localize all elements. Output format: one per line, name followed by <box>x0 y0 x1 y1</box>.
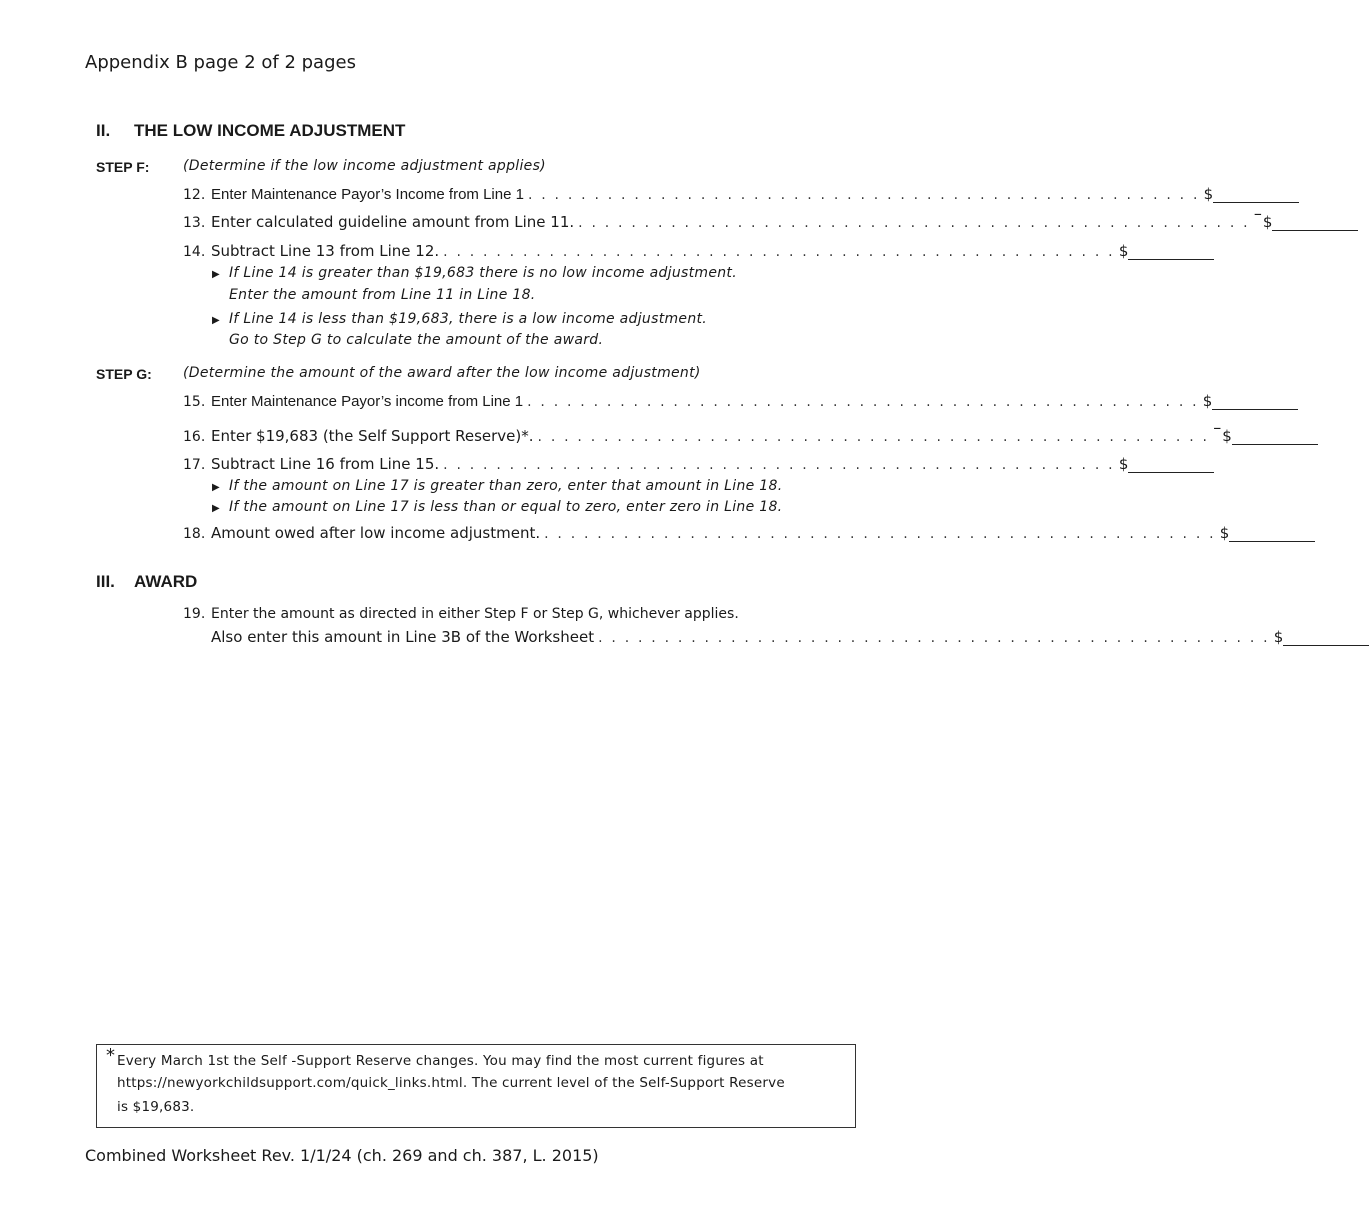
line-text: Subtract Line 16 from Line 15. <box>211 455 440 473</box>
bullet-text: If the amount on Line 17 is less than or equal to zero, enter zero in Line 18. <box>229 499 783 515</box>
line-19-text-1 <box>183 606 739 622</box>
line-number: 17. <box>183 457 206 473</box>
bullet-text: If Line 14 is less than $19,683, there is a low income adjustment. <box>229 311 708 327</box>
leader-dots: . . . . . . . . . . . . . . . . . . . . . . . . . . . . . . . . . . . . . . . . . . . . . . . . . . . <box>527 187 1200 203</box>
line-number: 14. <box>183 244 206 260</box>
line-number: 18. <box>183 526 206 542</box>
step-f-label: STEP F: <box>96 159 150 175</box>
step-g-label: STEP G: <box>96 366 152 382</box>
line-text: Enter calculated guideline amount from Line 11. <box>211 213 575 231</box>
line-17-input[interactable] <box>1128 454 1214 473</box>
minus-sign: – <box>1213 418 1222 437</box>
bullet-text: If the amount on Line 17 is greater than zero, enter that amount in Line 18. <box>229 478 783 494</box>
step-f-note: (Determine if the low income adjustment applies) <box>183 158 546 174</box>
section-heading-award <box>96 572 197 592</box>
leader-dots: . . . . . . . . . . . . . . . . . . . . . . . . . . . . . . . . . . . . . . . . . . . . . . . . . . . <box>544 526 1216 542</box>
footnote-asterisk: * <box>106 1045 115 1066</box>
dollar-sign: $ <box>1262 213 1273 231</box>
section-number: II. <box>96 121 111 140</box>
page-header: Appendix B page 2 of 2 pages <box>85 52 356 73</box>
step-g-note: (Determine the amount of the award after the low income adjustment) <box>183 365 701 381</box>
step-g-bullet-2 <box>212 499 782 515</box>
triangle-right-icon: ▶ <box>212 482 220 493</box>
dollar-sign: $ <box>1219 524 1230 542</box>
line-14-input[interactable] <box>1128 241 1214 260</box>
line-17 <box>183 451 1129 473</box>
step-g-bullet-1 <box>212 478 782 494</box>
footnote-line-2: https://newyorkchildsupport.com/quick_links.html. The current level of the Self-Support Reserve <box>117 1075 785 1091</box>
line-text: Amount owed after low income adjustment. <box>211 524 541 542</box>
dollar-sign: $ <box>1118 242 1129 260</box>
footnote-line-1: Every March 1st the Self -Support Reserve changes. You may find the most current figures at <box>117 1053 764 1069</box>
line-text: Enter Maintenance Payor’s income from Line 1 <box>211 393 524 410</box>
leader-dots: . . . . . . . . . . . . . . . . . . . . . . . . . . . . . . . . . . . . . . . . . . . . . . . . . . . <box>537 429 1210 445</box>
minus-sign: – <box>1253 204 1262 223</box>
leader-dots: . . . . . . . . . . . . . . . . . . . . . . . . . . . . . . . . . . . . . . . . . . . . . . . . . . . <box>443 457 1115 473</box>
bullet-text: If Line 14 is greater than $19,683 there is no low income adjustment. <box>229 265 737 281</box>
leader-dots: . . . . . . . . . . . . . . . . . . . . . . . . . . . . . . . . . . . . . . . . . . . . . . . . . . . <box>578 215 1250 231</box>
line-19-input[interactable] <box>1283 627 1369 646</box>
line-text: Enter the amount as directed in either Step F or Step G, whichever applies. <box>211 606 739 622</box>
line-13-input[interactable] <box>1272 212 1358 231</box>
section-title: THE LOW INCOME ADJUSTMENT <box>134 121 406 140</box>
step-f-bullet-2-cont: Go to Step G to calculate the amount of the award. <box>229 332 604 348</box>
line-18-input[interactable] <box>1229 523 1315 542</box>
line-15 <box>183 388 1213 410</box>
line-number: 13. <box>183 215 206 231</box>
line-19 <box>211 624 1284 646</box>
line-12-input[interactable] <box>1213 184 1299 203</box>
line-text: Subtract Line 13 from Line 12. <box>211 242 440 260</box>
leader-dots: . . . . . . . . . . . . . . . . . . . . . . . . . . . . . . . . . . . . . . . . . . . . . . . . . . . <box>527 394 1199 410</box>
line-text: Enter $19,683 (the Self Support Reserve)*. <box>211 427 534 445</box>
dollar-sign: $ <box>1202 392 1213 410</box>
section-title: AWARD <box>134 572 198 591</box>
line-text: Enter Maintenance Payor’s Income from Line 1 <box>211 186 524 203</box>
triangle-right-icon: ▶ <box>212 503 220 514</box>
leader-dots: . . . . . . . . . . . . . . . . . . . . . . . . . . . . . . . . . . . . . . . . . . . . . . . . . . . <box>443 244 1115 260</box>
dollar-sign: $ <box>1118 455 1129 473</box>
dollar-sign: $ <box>1273 628 1284 646</box>
line-13 <box>183 204 1273 231</box>
footnote-line-3: is $19,683. <box>117 1099 195 1115</box>
line-12 <box>183 181 1214 203</box>
triangle-right-icon: ▶ <box>212 269 220 280</box>
page-footer: Combined Worksheet Rev. 1/1/24 (ch. 269 and ch. 387, L. 2015) <box>85 1146 599 1165</box>
section-number: III. <box>96 572 115 591</box>
line-number: 16. <box>183 429 206 445</box>
line-18 <box>183 520 1230 542</box>
line-15-input[interactable] <box>1212 391 1298 410</box>
line-16 <box>183 418 1232 445</box>
line-number: 15. <box>183 394 206 410</box>
line-number: 19. <box>183 606 206 622</box>
triangle-right-icon: ▶ <box>212 315 220 326</box>
line-number: 12. <box>183 187 206 203</box>
line-14 <box>183 238 1129 260</box>
line-text: Also enter this amount in Line 3B of the Worksheet <box>211 628 595 646</box>
step-f-bullet-1-cont: Enter the amount from Line 11 in Line 18. <box>229 287 536 303</box>
line-16-input[interactable] <box>1232 426 1318 445</box>
section-heading-low-income <box>96 121 405 141</box>
leader-dots: . . . . . . . . . . . . . . . . . . . . . . . . . . . . . . . . . . . . . . . . . . . . . . . . . . . <box>598 630 1270 646</box>
step-f-bullet-1 <box>212 265 737 281</box>
step-f-bullet-2 <box>212 311 707 327</box>
dollar-sign: $ <box>1203 185 1214 203</box>
dollar-sign: $ <box>1222 427 1232 445</box>
